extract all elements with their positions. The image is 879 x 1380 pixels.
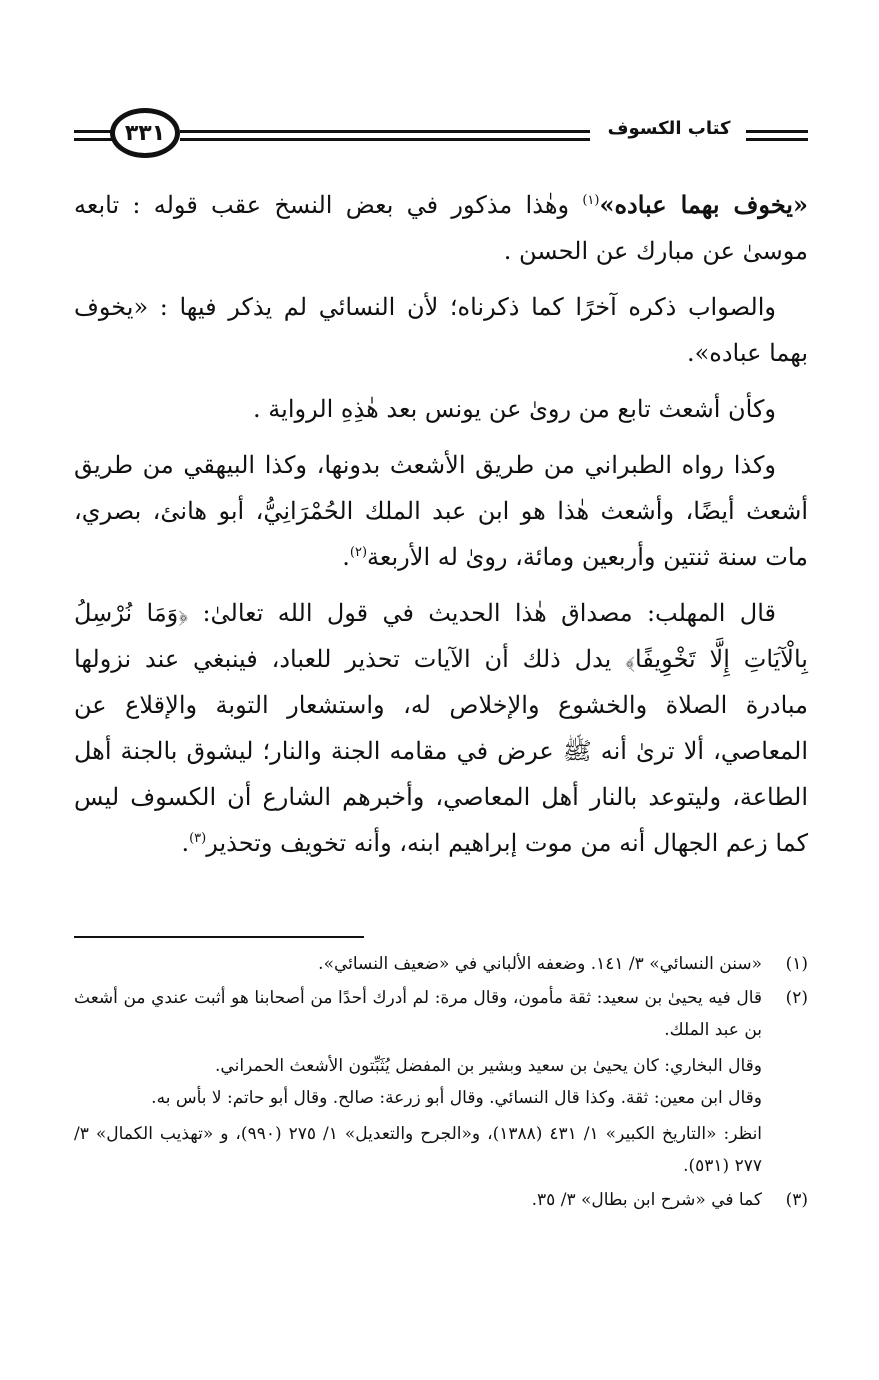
- footnote-2: [74, 982, 808, 1182]
- footnotes: [74, 948, 808, 1218]
- header-rule: [180, 138, 590, 141]
- footnote-ref-3[interactable]: (٣): [189, 831, 207, 846]
- paragraph-text: وكذا رواه الطبراني من طريق الأشعث بدونها، وكذا البيهقي من طريق أشعث أيضًا، وأشعث هٰذا هو ابن عبد الملك الحُمْرَانِيُّ، أبو هانئ، بصري، مات سنة ثنتين وأربعين ومائة، روىٰ له الأربعة: [74, 451, 808, 571]
- header-rule: [746, 138, 808, 141]
- paragraph-4: وكذا رواه الطبراني من طريق الأشعث بدونها، وكذا البيهقي من طريق أشعث أيضًا، وأشعث هٰذا هو ابن عبد الملك الحُمْرَانِيُّ، أبو هانئ، بصري، مات سنة ثنتين وأربعين ومائة، روىٰ له الأربعة$^{(٢)}$.: [74, 451, 808, 571]
- paragraph-2: والصواب ذكره آخرًا كما ذكرناه؛ لأن النسائي لم يذكر فيها : «يخوف بهما عباده».: [74, 293, 808, 367]
- footnote-ref-1[interactable]: (١): [582, 193, 600, 208]
- footnote-number: (٢): [785, 988, 808, 1008]
- footnote-separator: [74, 936, 364, 938]
- paragraph-3: وكأن أشعث تابع من روىٰ عن يونس بعد هٰذِهِ الرواية .: [253, 395, 776, 423]
- footnote-text: قال فيه يحيىٰ بن سعيد: ثقة مأمون، وقال مرة: لم أدرك أحدًا من أصحابنا هو أثبت عندي من أشعث بن عبد الملك. وقال البخاري: كان يحيىٰ بن سعيد وبشير بن المفضل يُثَبِّتون الأشعث الحمراني. وقال ابن معين: ثقة. وكذا قال النسائي. وقال أبو زرعة: صالح. وقال أبو حاتم: لا بأس به. انظر: «التاريخ الكبير» ١/ ٤٣١ (١٣٨٨)، و«الجرح والتعديل» ١/ ٢٧٥ (٩٩٠)، و «تهذيب الكمال» ٣/ ٢٧٧ (٥٣١).: [74, 988, 763, 1176]
- paragraph-text: وهٰذا مذكور في بعض النسخ عقب قوله : تابعه موسىٰ عن مبارك عن الحسن .: [74, 191, 808, 265]
- chapter-title: كتاب الكسوف: [607, 118, 731, 139]
- footnote-3: [74, 1184, 808, 1216]
- paragraph-1: [74, 182, 808, 274]
- paragraph-text: قال المهلب: مصداق هٰذا الحديث في قول الله تعالىٰ: ﴿وَمَا نُرْسِلُ بِالْآيَاتِ إِلَّا تَخْوِيفًا﴾ يدل ذلك أن الآيات تحذير للعباد، فينبغي عند نزولها مبادرة الصلاة والخشوع والإخلاص له، واستشعار التوبة والإقلاع عن المعاصي، ألا ترىٰ أنه ﷺ عرض في مقامه الجنة والنار؛ ليشوق بالجنة أهل الطاعة، وليتوعد بالنار أهل المعاصي، وأخبرهم الشارع أن الكسوف ليس كما زعم الجهال أنه من موت إبراهيم ابنه، وأنه تخويف وتحذير: [74, 599, 808, 857]
- page-header: [74, 106, 808, 166]
- header-rule: [746, 130, 808, 133]
- footnote-text: «سنن النسائي» ٣/ ١٤١. وضعفه الألباني في «ضعيف النسائي».: [318, 954, 762, 974]
- paragraph-5: قال المهلب: مصداق هٰذا الحديث في قول الله تعالىٰ: ﴿وَمَا نُرْسِلُ بِالْآيَاتِ إِلَّا تَخْوِيفًا﴾ يدل ذلك أن الآيات تحذير للعباد، فينبغي عند نزولها مبادرة الصلاة والخشوع والإخلاص له، واستشعار التوبة والإقلاع عن المعاصي، ألا ترىٰ أنه ﷺ عرض في مقامه الجنة والنار؛ ليشوق بالجنة أهل الطاعة، وليتوعد بالنار أهل المعاصي، وأخبرهم الشارع أن الكسوف ليس كما زعم الجهال أنه من موت إبراهيم ابنه، وأنه تخويف وتحذير$^{(٣)}$.: [74, 599, 808, 857]
- main-text: [74, 182, 808, 876]
- footnote-text: كما في «شرح ابن بطال» ٣/ ٣٥.: [531, 1190, 762, 1210]
- footnote-ref-2[interactable]: (٢): [349, 545, 368, 560]
- header-rule: [74, 130, 114, 133]
- footnote-number: (١): [785, 954, 808, 974]
- quoted-phrase: «يخوف بهما عباده»: [599, 190, 808, 219]
- header-rule: [180, 130, 590, 133]
- footnote-number: (٣): [785, 1190, 808, 1210]
- page-number: ٣٣١: [110, 108, 180, 158]
- footnote-1: [74, 948, 808, 980]
- header-rule: [74, 138, 114, 141]
